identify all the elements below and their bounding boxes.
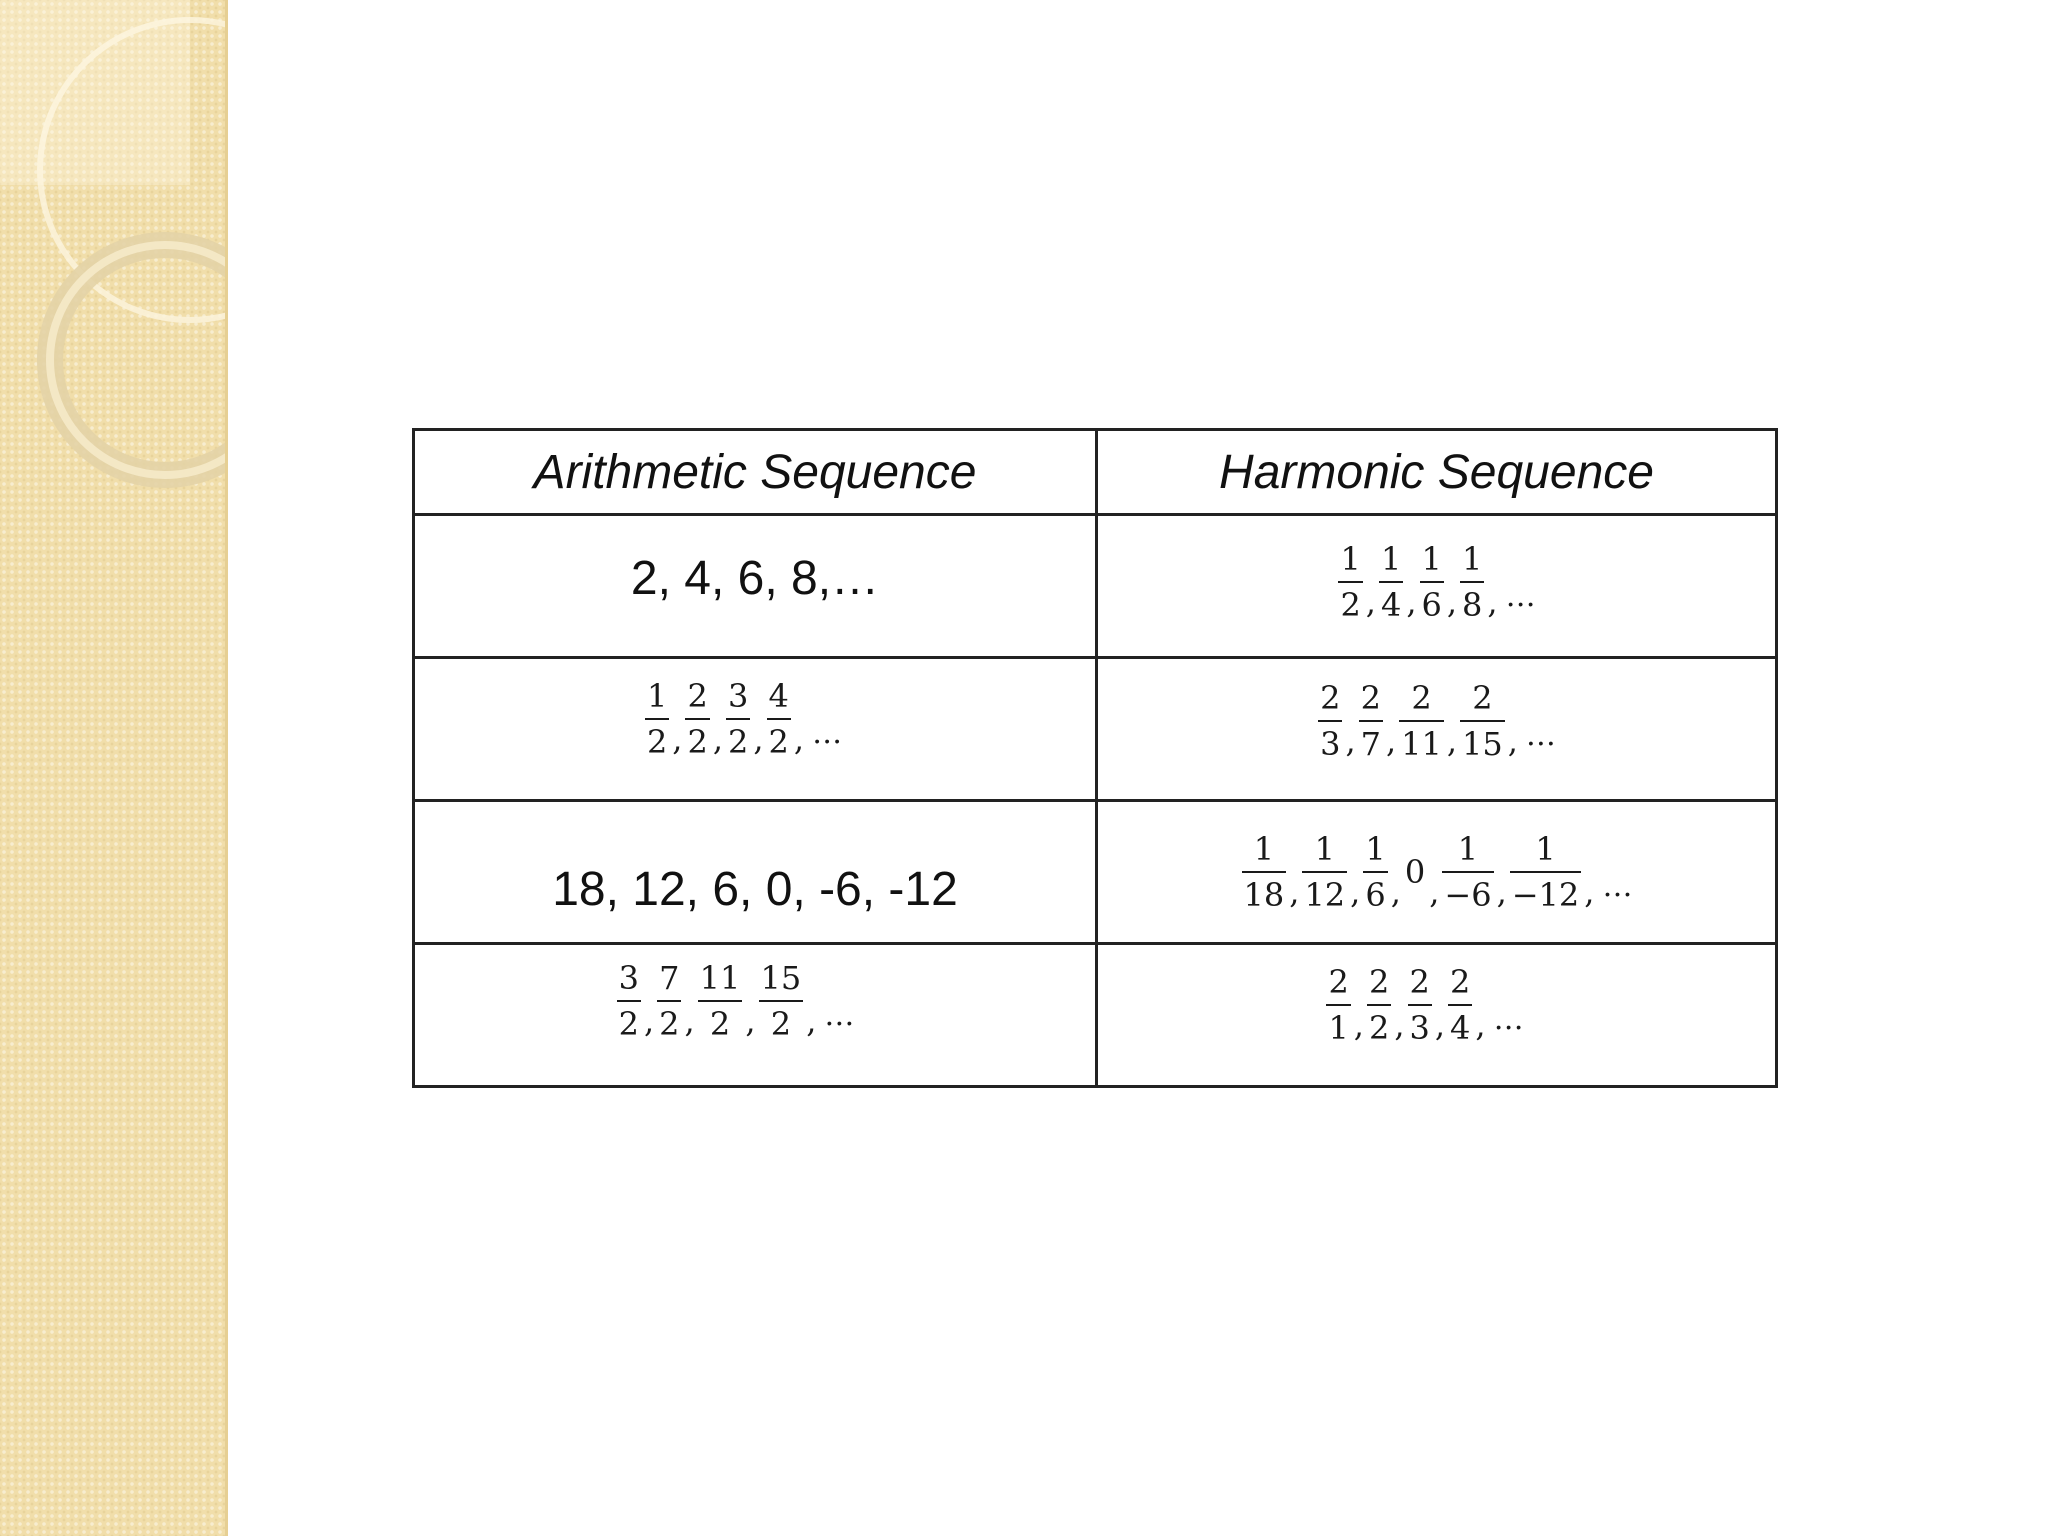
fraction-term xyxy=(1318,679,1342,763)
table-header-row xyxy=(414,430,1777,515)
fraction-bar xyxy=(1442,871,1493,873)
fraction-term xyxy=(1420,540,1444,624)
fraction-denominator: 2 xyxy=(768,723,789,761)
fraction-numerator: 1 xyxy=(1535,830,1556,868)
ellipsis: … xyxy=(1602,868,1633,904)
header-harmonic-sequence: Harmonic Sequence xyxy=(1097,430,1777,515)
fraction-term xyxy=(1242,830,1287,914)
fraction-denominator: 2 xyxy=(1368,1009,1390,1047)
fraction-term xyxy=(617,959,641,1043)
harmonic-fraction-sequence xyxy=(1337,540,1535,624)
fraction-numerator: 2 xyxy=(1360,679,1381,717)
fraction-denominator: 2 xyxy=(770,1005,792,1043)
fraction-bar xyxy=(1359,720,1383,722)
fraction-bar xyxy=(685,718,709,720)
harmonic-cell xyxy=(1097,801,1777,944)
fraction-bar xyxy=(1338,581,1362,583)
comma-separator: , xyxy=(1584,873,1595,911)
fraction-denominator: −12 xyxy=(1511,876,1580,914)
fraction-numerator: 7 xyxy=(659,959,680,997)
fraction-term xyxy=(657,959,681,1043)
comma-separator: , xyxy=(1487,583,1498,621)
fraction-denominator: 4 xyxy=(1380,586,1402,624)
fraction-numerator: 2 xyxy=(1450,963,1471,1001)
comma-separator: , xyxy=(1429,873,1440,911)
arithmetic-fraction-sequence xyxy=(644,677,842,761)
fraction-denominator: 3 xyxy=(1320,725,1341,763)
fraction-numerator: 4 xyxy=(768,677,789,715)
harmonic-fraction-sequence xyxy=(1241,830,1633,914)
comma-separator: , xyxy=(1390,873,1401,911)
fraction-term xyxy=(759,959,804,1043)
comma-separator: , xyxy=(1406,583,1417,621)
sequence-term: 0 xyxy=(1404,853,1426,891)
fraction-term xyxy=(1379,540,1403,624)
fraction-numerator: 2 xyxy=(1368,963,1390,1001)
fraction-bar xyxy=(1408,1004,1432,1006)
fraction-bar xyxy=(657,1000,681,1002)
comma-separator: , xyxy=(1507,722,1518,760)
fraction-term xyxy=(685,677,709,761)
arithmetic-sequence-text: 18, 12, 6, 0, -6, -12 xyxy=(552,863,958,916)
comma-separator: , xyxy=(643,1002,655,1040)
table-row xyxy=(414,658,1777,801)
fraction-term xyxy=(1399,679,1444,763)
fraction-bar xyxy=(617,1000,641,1002)
comma-separator: , xyxy=(745,1002,756,1040)
fraction-denominator: 6 xyxy=(1365,876,1386,914)
fraction-bar xyxy=(1379,581,1403,583)
fraction-numerator: 1 xyxy=(1253,830,1275,868)
fraction-numerator: 1 xyxy=(1462,540,1483,578)
fraction-term xyxy=(645,677,669,761)
fraction-bar xyxy=(1460,581,1484,583)
fraction-term xyxy=(1326,963,1350,1047)
comma-separator: , xyxy=(806,1002,817,1040)
comma-separator: , xyxy=(1365,583,1376,621)
fraction-bar xyxy=(1318,720,1342,722)
fraction-term xyxy=(1460,679,1505,763)
arithmetic-cell xyxy=(414,801,1097,944)
fraction-numerator: 2 xyxy=(1411,679,1432,717)
fraction-numerator: 2 xyxy=(687,677,708,715)
arithmetic-cell xyxy=(414,515,1097,658)
fraction-term xyxy=(726,677,750,761)
fraction-bar xyxy=(1399,720,1444,722)
fraction-denominator: 18 xyxy=(1243,876,1285,914)
fraction-bar xyxy=(698,1000,743,1002)
fraction-numerator: 1 xyxy=(1314,830,1335,868)
fraction-bar xyxy=(645,718,669,720)
fraction-term xyxy=(1338,540,1362,624)
sequence-comparison-table xyxy=(412,428,1778,1088)
harmonic-cell xyxy=(1097,515,1777,658)
fraction-numerator: 3 xyxy=(618,959,639,997)
fraction-numerator: 2 xyxy=(1472,679,1493,717)
fraction-numerator: 1 xyxy=(1365,830,1386,868)
ellipsis: … xyxy=(812,715,843,751)
fraction-numerator: 2 xyxy=(1328,963,1349,1001)
ellipsis: … xyxy=(1525,717,1556,753)
fraction-denominator: 3 xyxy=(1409,1009,1430,1047)
fraction-term xyxy=(1302,830,1347,914)
fraction-term xyxy=(1510,830,1582,914)
arithmetic-fraction-sequence xyxy=(616,959,855,1043)
fraction-numerator: 15 xyxy=(760,959,802,997)
comma-separator: , xyxy=(1353,1006,1364,1044)
comma-separator: , xyxy=(1385,722,1397,760)
fraction-numerator: 1 xyxy=(1380,540,1402,578)
comma-separator: , xyxy=(1434,1006,1446,1044)
comma-separator: , xyxy=(1350,873,1361,911)
harmonic-cell xyxy=(1097,658,1777,801)
fraction-bar xyxy=(1448,1004,1472,1006)
fraction-bar xyxy=(1420,581,1444,583)
fraction-term xyxy=(1460,540,1484,624)
ring-decoration xyxy=(0,0,228,1536)
fraction-denominator: 2 xyxy=(1340,586,1361,624)
arithmetic-cell xyxy=(414,658,1097,801)
table-row xyxy=(414,515,1777,658)
fraction-denominator: 2 xyxy=(659,1005,680,1043)
ellipsis: … xyxy=(824,997,855,1033)
comma-separator: , xyxy=(793,720,805,758)
harmonic-fraction-sequence xyxy=(1317,679,1556,763)
fraction-denominator: 2 xyxy=(709,1005,731,1043)
table-row xyxy=(414,944,1777,1087)
fraction-numerator: 2 xyxy=(1409,963,1430,1001)
fraction-bar xyxy=(1363,871,1387,873)
ellipsis: … xyxy=(1505,578,1536,614)
fraction-numerator: 1 xyxy=(646,677,668,715)
decorative-side-band xyxy=(0,0,228,1536)
fraction-bar xyxy=(1460,720,1505,722)
fraction-bar xyxy=(1510,871,1582,873)
fraction-bar xyxy=(726,718,750,720)
fraction-numerator: 1 xyxy=(1457,830,1479,868)
fraction-bar xyxy=(1242,871,1287,873)
fraction-term xyxy=(1367,963,1391,1047)
fraction-denominator: 15 xyxy=(1462,725,1503,763)
fraction-denominator: 8 xyxy=(1462,586,1483,624)
side-band-edge xyxy=(225,0,228,1536)
comma-separator: , xyxy=(1446,722,1458,760)
fraction-numerator: 1 xyxy=(1421,540,1442,578)
fraction-term xyxy=(698,959,743,1043)
header-arithmetic-sequence: Arithmetic Sequence xyxy=(414,430,1097,515)
fraction-denominator: 2 xyxy=(646,723,668,761)
comma-separator: , xyxy=(753,720,764,758)
fraction-denominator: 2 xyxy=(687,723,708,761)
comma-separator: , xyxy=(684,1002,695,1040)
fraction-denominator: 1 xyxy=(1328,1009,1349,1047)
harmonic-fraction-sequence xyxy=(1325,963,1523,1047)
ellipsis: … xyxy=(1493,1001,1524,1037)
fraction-bar xyxy=(1326,1004,1350,1006)
arithmetic-sequence-text: 2, 4, 6, 8,… xyxy=(630,551,880,605)
fraction-term xyxy=(1359,679,1383,763)
fraction-denominator: 2 xyxy=(618,1005,639,1043)
fraction-numerator: 2 xyxy=(1320,679,1341,717)
fraction-term xyxy=(1442,830,1493,914)
fraction-denominator: 12 xyxy=(1304,876,1346,914)
fraction-denominator: 6 xyxy=(1421,586,1442,624)
fraction-bar xyxy=(1302,871,1347,873)
table-row xyxy=(414,801,1777,944)
comma-separator: , xyxy=(1446,583,1458,621)
fraction-numerator: 3 xyxy=(728,677,749,715)
fraction-numerator: 11 xyxy=(699,959,741,997)
fraction-bar xyxy=(767,718,791,720)
arithmetic-cell xyxy=(414,944,1097,1087)
fraction-bar xyxy=(1367,1004,1391,1006)
fraction-bar xyxy=(759,1000,804,1002)
fraction-term xyxy=(1448,963,1472,1047)
comma-separator: , xyxy=(1394,1006,1405,1044)
fraction-denominator: 7 xyxy=(1360,725,1381,763)
comma-separator: , xyxy=(712,720,723,758)
comma-separator: , xyxy=(672,720,683,758)
fraction-denominator: −6 xyxy=(1444,876,1492,914)
fraction-term xyxy=(1408,963,1432,1047)
harmonic-cell xyxy=(1097,944,1777,1087)
comma-separator: , xyxy=(1345,722,1356,760)
comma-separator: , xyxy=(1289,873,1300,911)
fraction-denominator: 2 xyxy=(728,723,749,761)
comma-separator: , xyxy=(1496,873,1507,911)
fraction-denominator: 4 xyxy=(1450,1009,1471,1047)
fraction-term xyxy=(1363,830,1387,914)
fraction-numerator: 1 xyxy=(1340,540,1361,578)
fraction-term xyxy=(767,677,791,761)
fraction-denominator: 11 xyxy=(1401,725,1442,763)
comma-separator: , xyxy=(1475,1006,1486,1044)
